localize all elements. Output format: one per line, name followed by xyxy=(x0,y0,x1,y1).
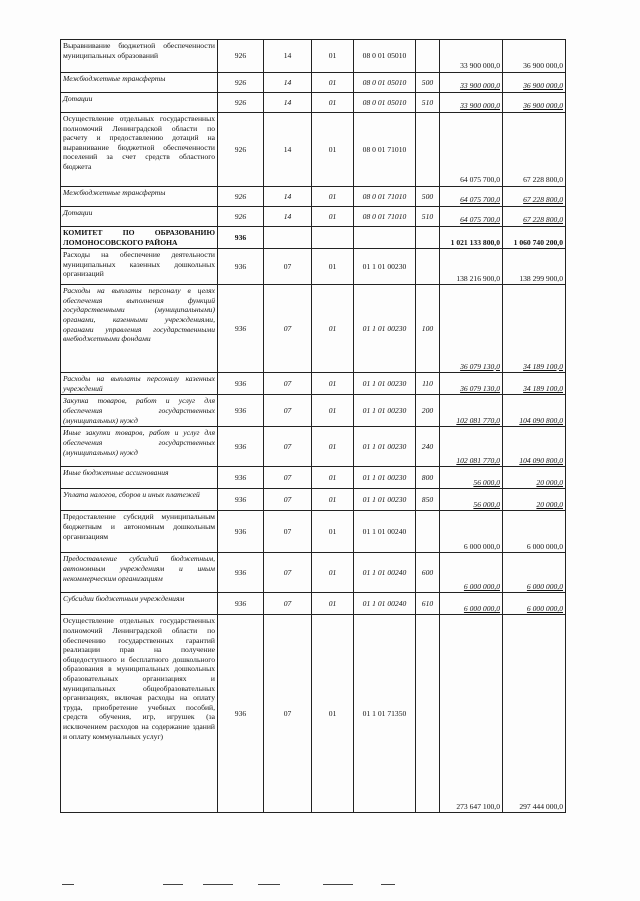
row-section-code: 14 xyxy=(264,113,312,187)
row-amount-year-2: 20 000,0 xyxy=(503,467,566,489)
footer-rule xyxy=(203,884,233,885)
row-amount-year-1: 33 900 000,0 xyxy=(440,73,503,93)
row-name: Межбюджетные трансферты xyxy=(61,73,218,93)
row-expense-type-code: 510 xyxy=(416,207,440,227)
table-row xyxy=(61,40,566,73)
row-amount-year-1: 33 900 000,0 xyxy=(440,93,503,113)
row-amount-year-2: 6 000 000,0 xyxy=(503,511,566,553)
row-name: Субсидии бюджетным учреждениям xyxy=(61,593,218,615)
row-name: КОМИТЕТ ПО ОБРАЗОВАНИЮ ЛОМОНОСОВСКОГО РАЙОНА xyxy=(61,227,218,249)
row-subsection-code: 01 xyxy=(312,285,354,373)
row-amount-year-1: 56 000,0 xyxy=(440,489,503,511)
row-name: Иные закупки товаров, работ и услуг для обеспечения государственных (муниципальных) нужд xyxy=(61,427,218,467)
footer-rule xyxy=(381,884,395,885)
table-row xyxy=(61,207,566,227)
row-department-code: 926 xyxy=(218,40,264,73)
table-row xyxy=(61,227,566,249)
row-target-article-code xyxy=(354,227,416,249)
row-expense-type-code: 600 xyxy=(416,553,440,593)
table-row xyxy=(61,187,566,207)
row-department-code: 936 xyxy=(218,285,264,373)
row-subsection-code: 01 xyxy=(312,40,354,73)
row-target-article-code: 01 1 01 00230 xyxy=(354,467,416,489)
table-row xyxy=(61,553,566,593)
row-expense-type-code xyxy=(416,615,440,813)
row-target-article-code: 08 0 01 71010 xyxy=(354,207,416,227)
row-expense-type-code xyxy=(416,511,440,553)
row-amount-year-1: 102 081 770,0 xyxy=(440,395,503,427)
row-name: Расходы на выплаты персоналу казенных учреждений xyxy=(61,373,218,395)
row-amount-year-1: 6 000 000,0 xyxy=(440,511,503,553)
table-row xyxy=(61,113,566,187)
row-section-code: 14 xyxy=(264,40,312,73)
row-subsection-code: 01 xyxy=(312,207,354,227)
row-subsection-code: 01 xyxy=(312,593,354,615)
row-section-code: 07 xyxy=(264,511,312,553)
row-expense-type-code xyxy=(416,40,440,73)
row-subsection-code: 01 xyxy=(312,489,354,511)
row-target-article-code: 08 0 01 05010 xyxy=(354,93,416,113)
row-department-code: 936 xyxy=(218,249,264,285)
row-target-article-code: 01 1 01 00240 xyxy=(354,593,416,615)
row-amount-year-2: 34 189 100,0 xyxy=(503,373,566,395)
row-section-code: 14 xyxy=(264,207,312,227)
row-subsection-code: 01 xyxy=(312,373,354,395)
row-department-code: 936 xyxy=(218,427,264,467)
row-name: Предоставление субсидий бюджетным, автономным учреждениям и иным некоммерческим организациям xyxy=(61,553,218,593)
row-subsection-code: 01 xyxy=(312,553,354,593)
row-expense-type-code: 800 xyxy=(416,467,440,489)
row-department-code: 936 xyxy=(218,511,264,553)
table-row xyxy=(61,593,566,615)
table-row xyxy=(61,427,566,467)
row-amount-year-1: 138 216 900,0 xyxy=(440,249,503,285)
row-name: Иные бюджетные ассигнования xyxy=(61,467,218,489)
table-row xyxy=(61,489,566,511)
row-department-code: 936 xyxy=(218,395,264,427)
row-amount-year-2: 34 189 100,0 xyxy=(503,285,566,373)
row-amount-year-1: 6 000 000,0 xyxy=(440,593,503,615)
row-department-code: 926 xyxy=(218,113,264,187)
row-amount-year-1: 1 021 133 800,0 xyxy=(440,227,503,249)
row-name: Уплата налогов, сборов и иных платежей xyxy=(61,489,218,511)
row-subsection-code: 01 xyxy=(312,427,354,467)
row-amount-year-1: 64 075 700,0 xyxy=(440,113,503,187)
row-amount-year-2: 6 000 000,0 xyxy=(503,593,566,615)
row-section-code: 07 xyxy=(264,395,312,427)
table-row xyxy=(61,615,566,813)
row-target-article-code: 01 1 01 00230 xyxy=(354,427,416,467)
row-expense-type-code: 510 xyxy=(416,93,440,113)
row-expense-type-code: 850 xyxy=(416,489,440,511)
row-amount-year-2: 297 444 000,0 xyxy=(503,615,566,813)
row-amount-year-2: 104 090 800,0 xyxy=(503,427,566,467)
row-amount-year-2: 20 000,0 xyxy=(503,489,566,511)
row-name: Расходы на обеспечение деятельности муниципальных казенных дошкольных организаций xyxy=(61,249,218,285)
row-target-article-code: 08 0 01 05010 xyxy=(354,40,416,73)
row-section-code: 07 xyxy=(264,427,312,467)
row-expense-type-code xyxy=(416,249,440,285)
row-section-code xyxy=(264,227,312,249)
row-section-code: 07 xyxy=(264,373,312,395)
footer-rule xyxy=(62,884,74,885)
row-department-code: 936 xyxy=(218,593,264,615)
row-amount-year-1: 36 079 130,0 xyxy=(440,285,503,373)
row-amount-year-2: 6 000 000,0 xyxy=(503,553,566,593)
row-expense-type-code: 200 xyxy=(416,395,440,427)
row-amount-year-1: 273 647 100,0 xyxy=(440,615,503,813)
table-row xyxy=(61,285,566,373)
row-target-article-code: 01 1 01 00230 xyxy=(354,489,416,511)
row-department-code: 936 xyxy=(218,227,264,249)
row-department-code: 936 xyxy=(218,373,264,395)
row-amount-year-2: 67 228 800,0 xyxy=(503,187,566,207)
row-section-code: 07 xyxy=(264,553,312,593)
row-department-code: 936 xyxy=(218,553,264,593)
row-section-code: 07 xyxy=(264,593,312,615)
row-subsection-code: 01 xyxy=(312,187,354,207)
row-amount-year-1: 102 081 770,0 xyxy=(440,427,503,467)
row-amount-year-2: 36 900 000,0 xyxy=(503,73,566,93)
footer-rule xyxy=(163,884,183,885)
row-amount-year-1: 64 075 700,0 xyxy=(440,187,503,207)
table-row xyxy=(61,249,566,285)
row-amount-year-2: 36 900 000,0 xyxy=(503,93,566,113)
row-subsection-code: 01 xyxy=(312,113,354,187)
row-expense-type-code: 610 xyxy=(416,593,440,615)
table-row xyxy=(61,93,566,113)
row-subsection-code xyxy=(312,227,354,249)
row-amount-year-1: 64 075 700,0 xyxy=(440,207,503,227)
row-name: Межбюджетные трансферты xyxy=(61,187,218,207)
row-target-article-code: 01 1 01 00230 xyxy=(354,285,416,373)
row-department-code: 936 xyxy=(218,489,264,511)
row-expense-type-code: 240 xyxy=(416,427,440,467)
row-subsection-code: 01 xyxy=(312,73,354,93)
row-target-article-code: 08 0 01 71010 xyxy=(354,113,416,187)
row-section-code: 07 xyxy=(264,467,312,489)
row-expense-type-code xyxy=(416,227,440,249)
row-subsection-code: 01 xyxy=(312,93,354,113)
row-amount-year-2: 1 060 740 200,0 xyxy=(503,227,566,249)
row-amount-year-1: 56 000,0 xyxy=(440,467,503,489)
row-expense-type-code: 500 xyxy=(416,187,440,207)
row-section-code: 14 xyxy=(264,93,312,113)
row-name: Дотации xyxy=(61,207,218,227)
row-department-code: 926 xyxy=(218,73,264,93)
row-amount-year-1: 36 079 130,0 xyxy=(440,373,503,395)
row-expense-type-code: 100 xyxy=(416,285,440,373)
row-section-code: 07 xyxy=(264,249,312,285)
row-subsection-code: 01 xyxy=(312,511,354,553)
row-amount-year-1: 6 000 000,0 xyxy=(440,553,503,593)
row-section-code: 14 xyxy=(264,187,312,207)
row-amount-year-1: 33 900 000,0 xyxy=(440,40,503,73)
row-subsection-code: 01 xyxy=(312,467,354,489)
row-section-code: 07 xyxy=(264,285,312,373)
row-section-code: 07 xyxy=(264,615,312,813)
row-target-article-code: 01 1 01 00230 xyxy=(354,249,416,285)
row-target-article-code: 08 0 01 05010 xyxy=(354,73,416,93)
row-target-article-code: 01 1 01 00230 xyxy=(354,373,416,395)
row-name: Выравнивание бюджетной обеспеченности муниципальных образований xyxy=(61,40,218,73)
row-expense-type-code: 500 xyxy=(416,73,440,93)
row-target-article-code: 01 1 01 71350 xyxy=(354,615,416,813)
table-row xyxy=(61,395,566,427)
row-name: Осуществление отдельных государственных полномочий Ленинградской области по обеспечению государственных гарантий реализации прав на получение общедоступного и бесплатного дошкольного образования в муниципальных дошкольных образовательных организациях и муниципальных общеобразовательных организациях, включая расходы на оплату труда, приобретение учебных пособий, средств обучения, игр, игрушек (за исключением расходов на содержание зданий и оплату коммунальных услуг) xyxy=(61,615,218,813)
footer-rule xyxy=(258,884,280,885)
row-name: Закупка товаров, работ и услуг для обеспечения государственных (муниципальных) нужд xyxy=(61,395,218,427)
row-amount-year-2: 67 228 800,0 xyxy=(503,207,566,227)
row-target-article-code: 01 1 01 00240 xyxy=(354,553,416,593)
table-row xyxy=(61,73,566,93)
row-name: Предоставление субсидий муниципальным бюджетным и автономным дошкольным организациям xyxy=(61,511,218,553)
row-target-article-code: 08 0 01 71010 xyxy=(354,187,416,207)
budget-table xyxy=(60,39,566,813)
row-amount-year-2: 138 299 900,0 xyxy=(503,249,566,285)
table-row xyxy=(61,511,566,553)
row-name: Расходы на выплаты персоналу в целях обеспечения выполнения функций государственными (муниципальными) органами, казенными учреждениями, органами управления государственными внебюджетными фондами xyxy=(61,285,218,373)
row-section-code: 07 xyxy=(264,489,312,511)
row-target-article-code: 01 1 01 00240 xyxy=(354,511,416,553)
row-amount-year-2: 36 900 000,0 xyxy=(503,40,566,73)
row-expense-type-code xyxy=(416,113,440,187)
row-department-code: 936 xyxy=(218,615,264,813)
row-department-code: 936 xyxy=(218,467,264,489)
table-row xyxy=(61,373,566,395)
row-expense-type-code: 110 xyxy=(416,373,440,395)
row-section-code: 14 xyxy=(264,73,312,93)
row-department-code: 926 xyxy=(218,187,264,207)
row-name: Дотации xyxy=(61,93,218,113)
row-subsection-code: 01 xyxy=(312,249,354,285)
footer-rule xyxy=(323,884,353,885)
table-row xyxy=(61,467,566,489)
row-subsection-code: 01 xyxy=(312,615,354,813)
row-department-code: 926 xyxy=(218,93,264,113)
row-target-article-code: 01 1 01 00230 xyxy=(354,395,416,427)
row-amount-year-2: 67 228 800,0 xyxy=(503,113,566,187)
row-name: Осуществление отдельных государственных полномочий Ленинградской области по расчету и предоставлению дотаций на выравнивание бюджетной обеспеченности поселений за счет средств областного бюджета xyxy=(61,113,218,187)
row-department-code: 926 xyxy=(218,207,264,227)
row-subsection-code: 01 xyxy=(312,395,354,427)
row-amount-year-2: 104 090 800,0 xyxy=(503,395,566,427)
